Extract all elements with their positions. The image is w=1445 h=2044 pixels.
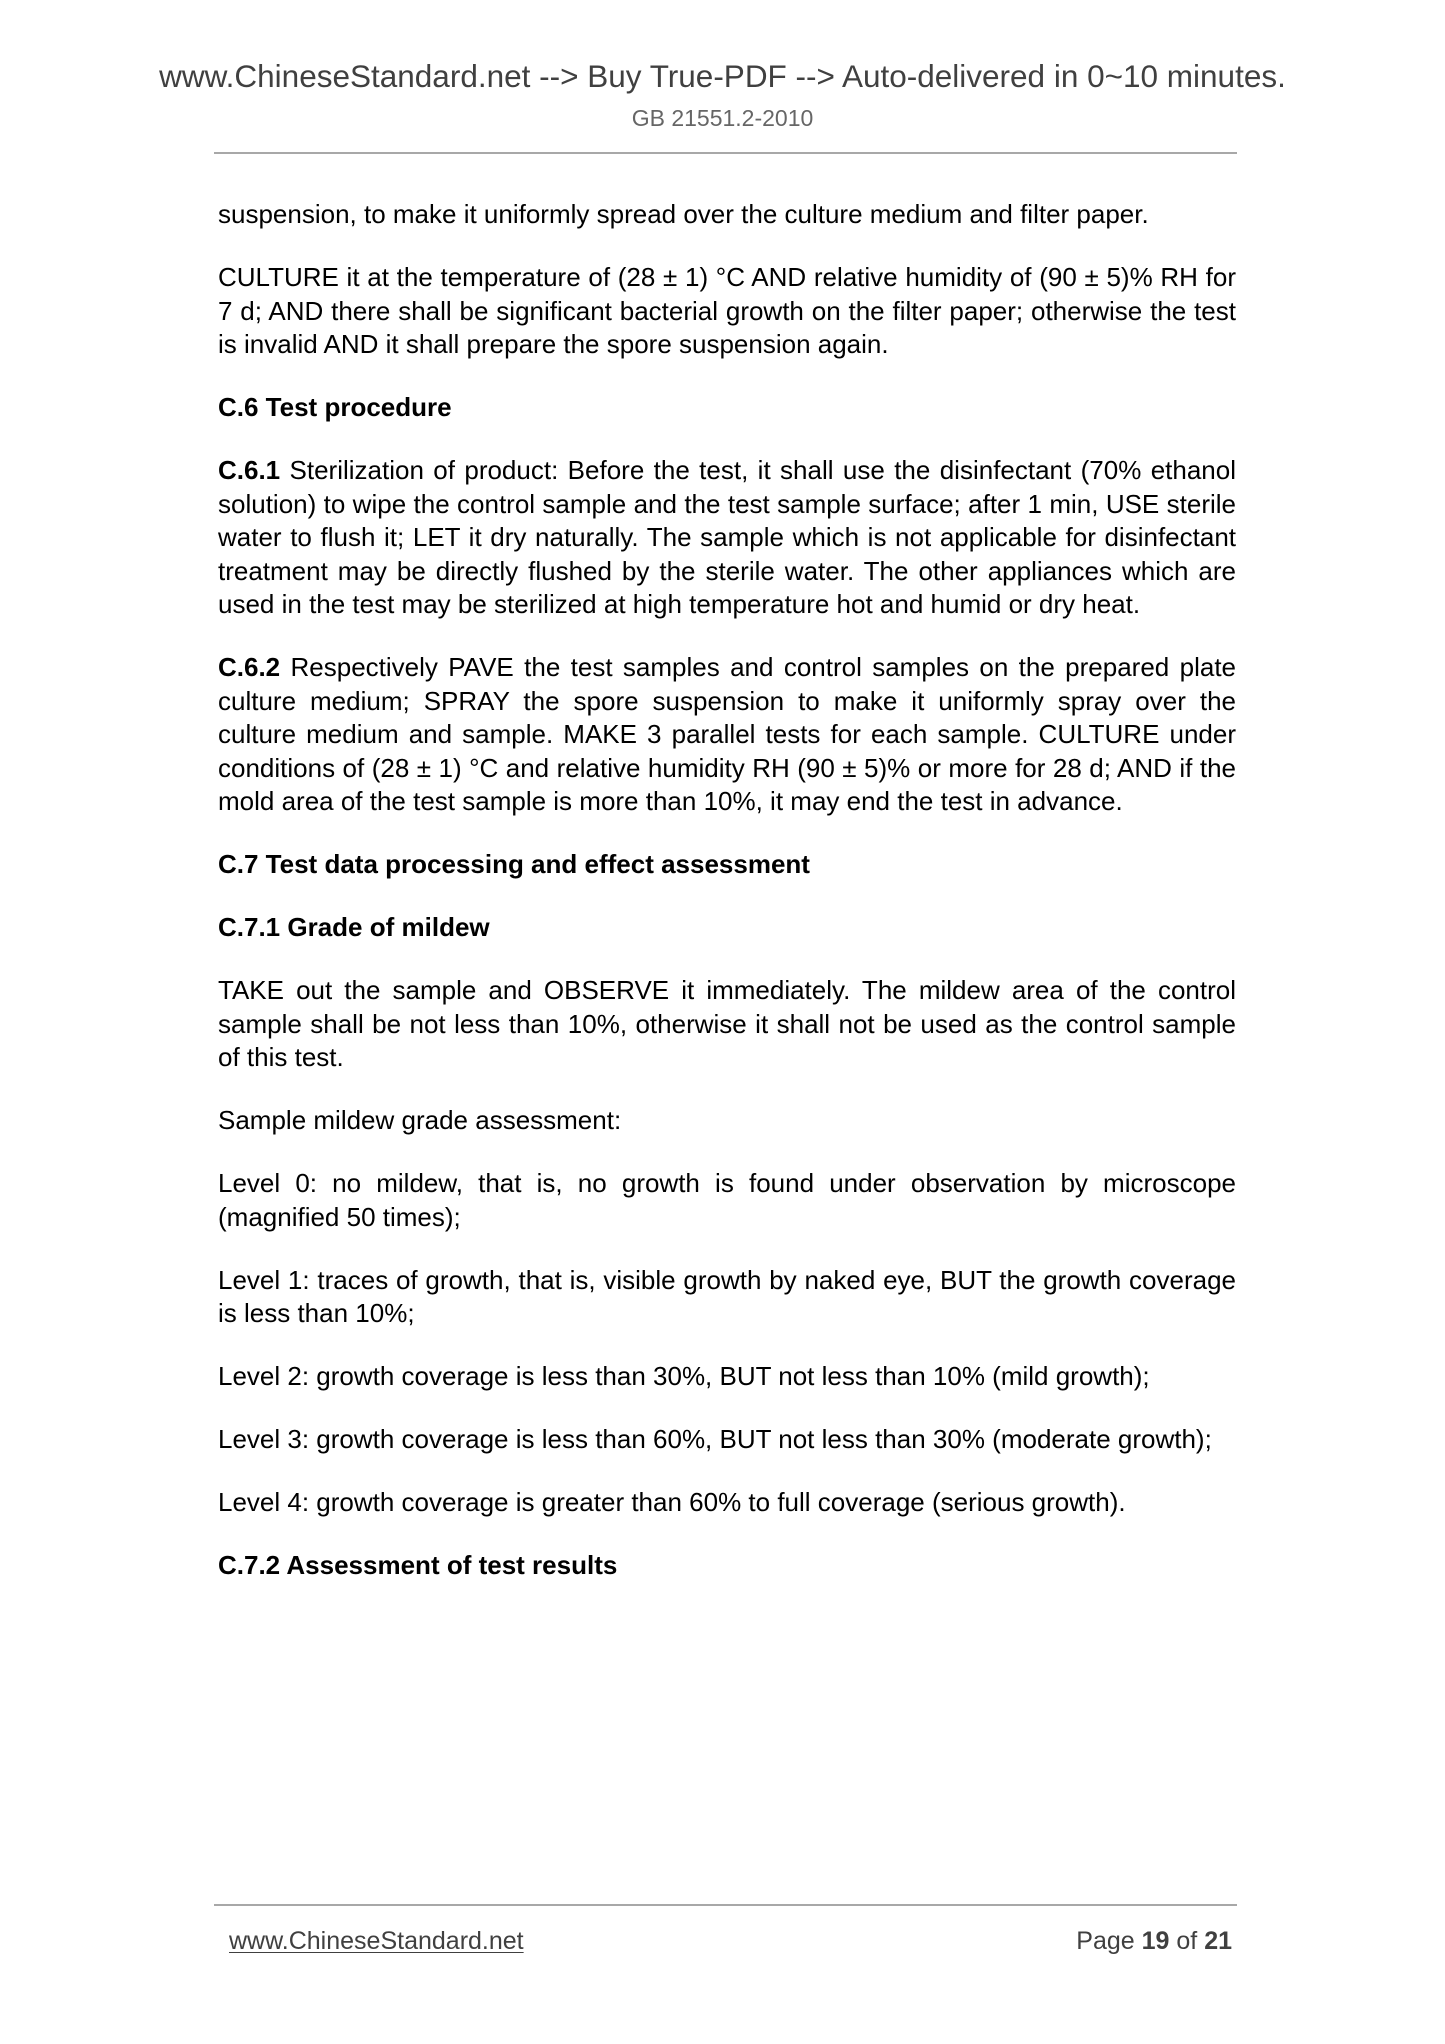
heading-c6-test-procedure: C.6 Test procedure (218, 392, 452, 422)
header-title: www.ChineseStandard.net --> Buy True-PDF --> Auto-delivered in 0~10 minutes. (159, 58, 1286, 94)
page-indicator (1076, 1924, 1232, 1958)
heading-c7-data-processing: C.7 Test data processing and effect assessment (218, 849, 810, 879)
mildew-level-1: Level 1: traces of growth, that is, visible growth by naked eye, BUT the growth coverage is less than 10%; (218, 1264, 1236, 1328)
page-of: of (1169, 1927, 1205, 1955)
heading-c7-2-assessment: C.7.2 Assessment of test results (218, 1550, 618, 1580)
document-body (218, 198, 1236, 1612)
paragraph-culture-conditions: CULTURE it at the temperature of (28 ± 1) °C AND relative humidity of (90 ± 5)% RH for 7 d; AND there shall be significant bacterial growth on the filter paper; otherwise the test is invalid AND it shall prepare the spore suspension again. (218, 262, 1236, 359)
paragraph-spore-spread: suspension, to make it uniformly spread over the culture medium and filter paper. (218, 199, 1149, 229)
heading-c7-1-grade-of-mildew: C.7.1 Grade of mildew (218, 912, 490, 942)
clause-number: C.6.1 (218, 455, 281, 485)
mildew-level-4: Level 4: growth coverage is greater than 60% to full coverage (serious growth). (218, 1487, 1126, 1517)
mildew-level-2: Level 2: growth coverage is less than 30%, BUT not less than 10% (mild growth); (218, 1361, 1150, 1391)
clause-text: Sterilization of product: Before the test, it shall use the disinfectant (70% ethanol solution) to wipe the control sample and the test sample surface; after 1 min, USE sterile water to flush it; LET it dry naturally. The sample which is not applicable for disinfectant treatment may be directly flushed by the sterile water. The other appliances which are used in the test may be sterilized at high temperature hot and humid or dry heat. (218, 455, 1236, 619)
mildew-level-3: Level 3: growth coverage is less than 60%, BUT not less than 30% (moderate growth); (218, 1424, 1212, 1454)
page-total: 21 (1204, 1927, 1232, 1955)
clause-text: Respectively PAVE the test samples and control samples on the prepared plate culture medium; SPRAY the spore suspension to make it uniformly spray over the culture medium and sample. MAKE 3 parallel tests for each sample. CULTURE under conditions of (28 ± 1) °C and relative humidity RH (90 ± 5)% or more for 28 d; AND if the mold area of the test sample is more than 10%, it may end the test in advance. (218, 652, 1236, 816)
footer-divider (214, 1904, 1237, 1906)
page-current: 19 (1141, 1927, 1170, 1955)
header-divider (214, 152, 1237, 154)
clause-c6-1 (218, 454, 1236, 622)
mildew-level-0: Level 0: no mildew, that is, no growth is found under observation by microscope (magnified 50 times); (218, 1168, 1236, 1232)
standard-number: GB 21551.2-2010 (631, 105, 814, 131)
paragraph-grade-assessment-intro: Sample mildew grade assessment: (218, 1105, 622, 1135)
clause-number: C.6.2 (218, 652, 281, 682)
paragraph-take-out-sample: TAKE out the sample and OBSERVE it immediately. The mildew area of the control sample shall be not less than 10%, otherwise it shall not be used as the control sample of this test. (218, 975, 1236, 1072)
clause-c6-2 (218, 651, 1236, 819)
page-label: Page (1076, 1927, 1142, 1955)
footer-website-link[interactable]: www.ChineseStandard.net (229, 1927, 524, 1955)
